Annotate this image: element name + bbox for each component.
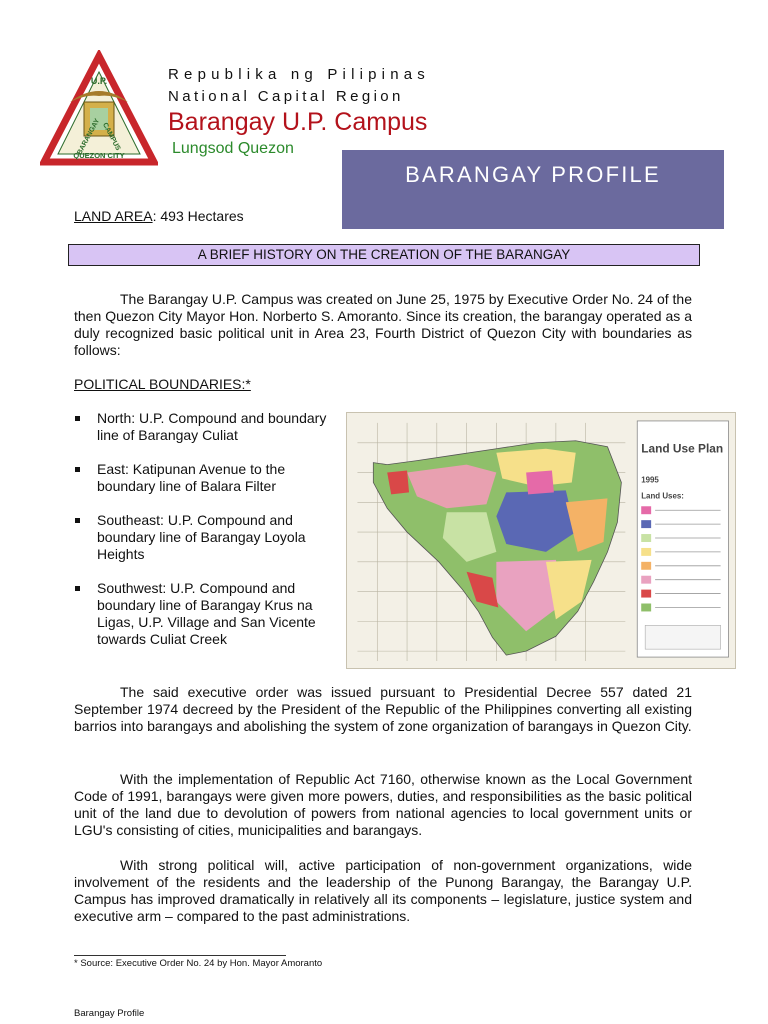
svg-text:BARANGAY: BARANGAY bbox=[76, 117, 102, 157]
boundary-north: North: U.P. Compound and boundary line of Barangay Culiat bbox=[74, 410, 336, 444]
paragraph-republic-act: With the implementation of Republic Act 7160, otherwise known as the Local Government Code of 1991, barangays were given more powers, duties, and responsibilities as the basic political unit of the land due to devolution of powers from national agencies to local government units or LGU's consisting of cities, municipalities and barangays. bbox=[74, 771, 692, 838]
paragraph-political-will: With strong political will, active participation of non-government organizations, wide involvement of the residents and the leadership of the Punong Barangay, the Barangay U.P. Campus has improved dramatically in relatively all its components – legislature, justice system and executive arm – compared to the past administrations. bbox=[74, 857, 692, 924]
republic-line: Republika ng Pilipinas bbox=[168, 66, 430, 83]
boundary-southeast: Southeast: U.P. Compound and boundary line of Barangay Loyola Heights bbox=[74, 512, 336, 563]
city-subtitle: Lungsod Quezon bbox=[172, 140, 294, 157]
region-line: National Capital Region bbox=[168, 88, 404, 105]
boundaries-list bbox=[74, 410, 336, 665]
history-heading: A BRIEF HISTORY ON THE CREATION OF THE BARANGAY bbox=[197, 247, 571, 262]
land-area-value: : 493 Hectares bbox=[152, 208, 244, 224]
land-area-label: LAND AREA bbox=[74, 208, 153, 224]
svg-text:U.P.: U.P. bbox=[90, 76, 108, 86]
svg-text:QUEZON CITY: QUEZON CITY bbox=[73, 151, 125, 160]
land-use-map bbox=[346, 412, 736, 669]
boundary-east: East: Katipunan Avenue to the boundary line of Balara Filter bbox=[74, 461, 336, 495]
paragraph-executive-order: The said executive order was issued pursuant to Presidential Decree 557 dated 21 September 1974 decreed by the President of the Republic of the Philippines converting all existing barrios into barangays and abolishing the system of zone organization of barangays in Quezon City. bbox=[74, 684, 692, 734]
land-area bbox=[74, 208, 244, 224]
barangay-seal-logo bbox=[40, 50, 158, 168]
profile-banner-text: BARANGAY PROFILE bbox=[405, 162, 661, 187]
footnote-divider bbox=[74, 955, 286, 956]
boundary-southwest: Southwest: U.P. Compound and boundary line of Barangay Krus na Ligas, U.P. Village and San Vicente towards Culiat Creek bbox=[74, 580, 336, 648]
footnote: * Source: Executive Order No. 24 by Hon. Mayor Amoranto bbox=[74, 958, 323, 969]
paragraph-creation: The Barangay U.P. Campus was created on June 25, 1975 by Executive Order No. 24 of the then Quezon City Mayor Hon. Norberto S. Amoranto. Since its creation, the barangay operated as a duly recognized basic political unit in Area 23, Fourth District of Quezon City with boundaries as follows: bbox=[74, 291, 692, 358]
svg-text:Land Use Plan: Land Use Plan bbox=[641, 441, 724, 456]
svg-text:1995: 1995 bbox=[641, 475, 659, 485]
page-footer: Barangay Profile bbox=[74, 1008, 145, 1019]
svg-text:CAMPUS: CAMPUS bbox=[100, 121, 122, 152]
barangay-title: Barangay U.P. Campus bbox=[168, 108, 428, 136]
svg-text:Land Uses:: Land Uses: bbox=[641, 491, 684, 501]
boundaries-heading: POLITICAL BOUNDARIES:* bbox=[74, 376, 251, 392]
